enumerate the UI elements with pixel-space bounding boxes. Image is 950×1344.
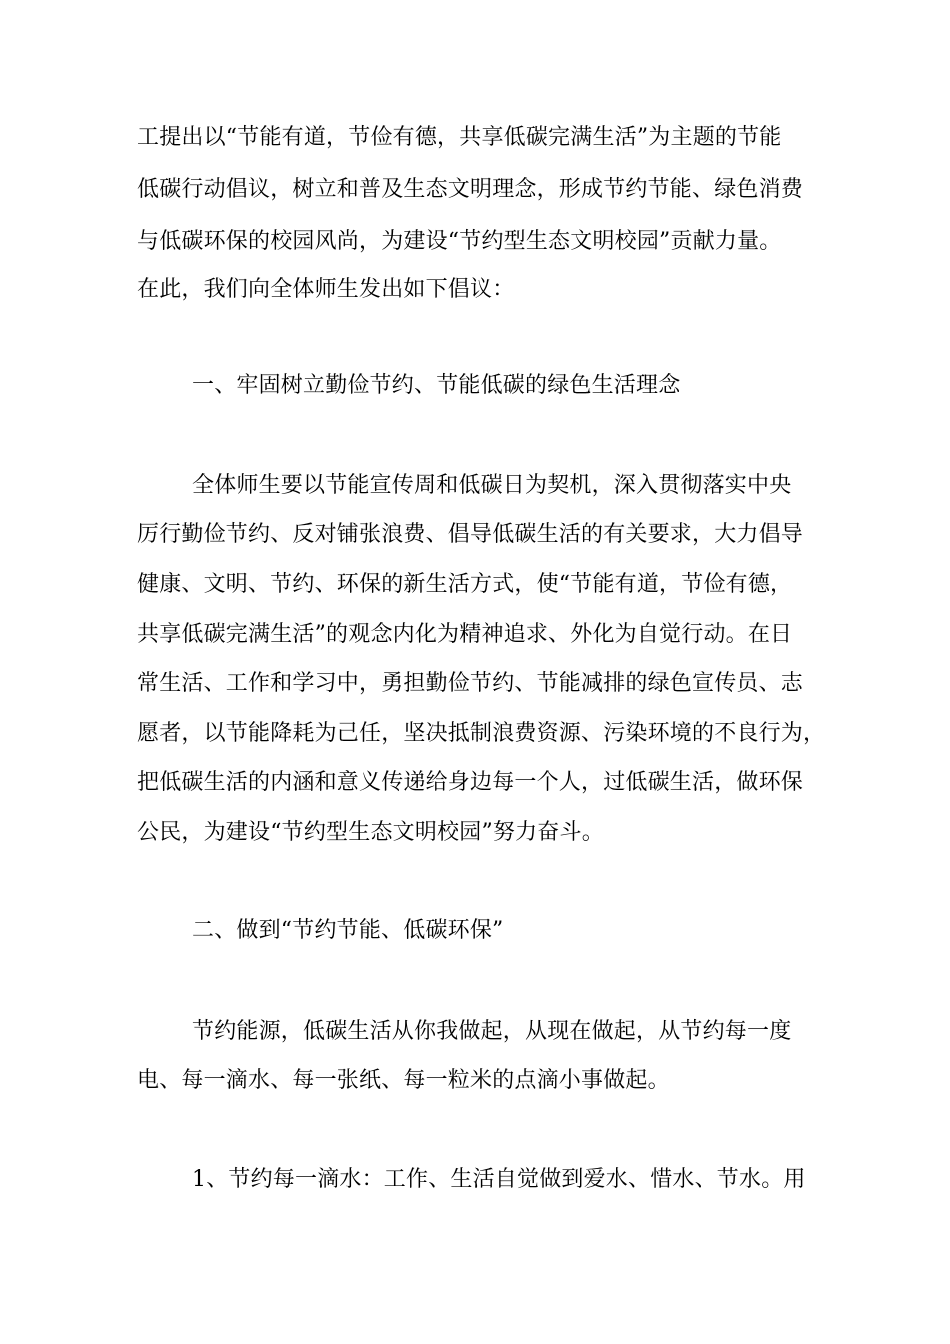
section1-heading: 一、牢固树立勤俭节约、节能低碳的绿色生活理念 <box>192 373 681 398</box>
section2-line-2: 电、每一滴水、每一张纸、每一粒米的点滴小事做起。 <box>137 1068 670 1093</box>
intro-line-1: 工提出以“节能有道，节俭有德，共享低碳完满生活”为主题的节能 <box>137 125 782 150</box>
section1-line-7: 把低碳生活的内涵和意义传递给身边每一个人，过低碳生活，做环保 <box>137 770 804 795</box>
section1-line-3: 健康、文明、节约、环保的新生活方式，使“节能有道，节俭有德， <box>137 572 793 597</box>
section1-line-2: 厉行勤俭节约、反对铺张浪费、倡导低碳生活的有关要求，大力倡导 <box>137 522 804 547</box>
section1-line-1: 全体师生要以节能宣传周和低碳日为契机，深入贯彻落实中央 <box>192 473 792 498</box>
section1-line-6: 愿者，以节能降耗为己任，坚决抵制浪费资源、污染环境的不良行为， <box>137 721 826 746</box>
section1-line-8: 公民，为建设“节约型生态文明校园”努力奋斗。 <box>137 820 604 845</box>
section2-heading: 二、做到“节约节能、低碳环保” <box>192 918 504 943</box>
section2-item-1: 1、节约每一滴水：工作、生活自觉做到爱水、惜水、节水。用 <box>192 1167 806 1192</box>
section1-line-5: 常生活、工作和学习中，勇担勤俭节约、节能减排的绿色宣传员、志 <box>137 671 804 696</box>
intro-line-4: 在此，我们向全体师生发出如下倡议： <box>137 277 515 302</box>
section2-line-1: 节约能源，低碳生活从你我做起，从现在做起，从节约每一度 <box>192 1019 792 1044</box>
intro-line-2: 低碳行动倡议，树立和普及生态文明理念，形成节约节能、绿色消费 <box>137 177 804 202</box>
section1-line-4: 共享低碳完满生活”的观念内化为精神追求、外化为自觉行动。在日 <box>137 622 793 647</box>
intro-line-3: 与低碳环保的校园风尚，为建设“节约型生态文明校园”贡献力量。 <box>137 229 782 254</box>
